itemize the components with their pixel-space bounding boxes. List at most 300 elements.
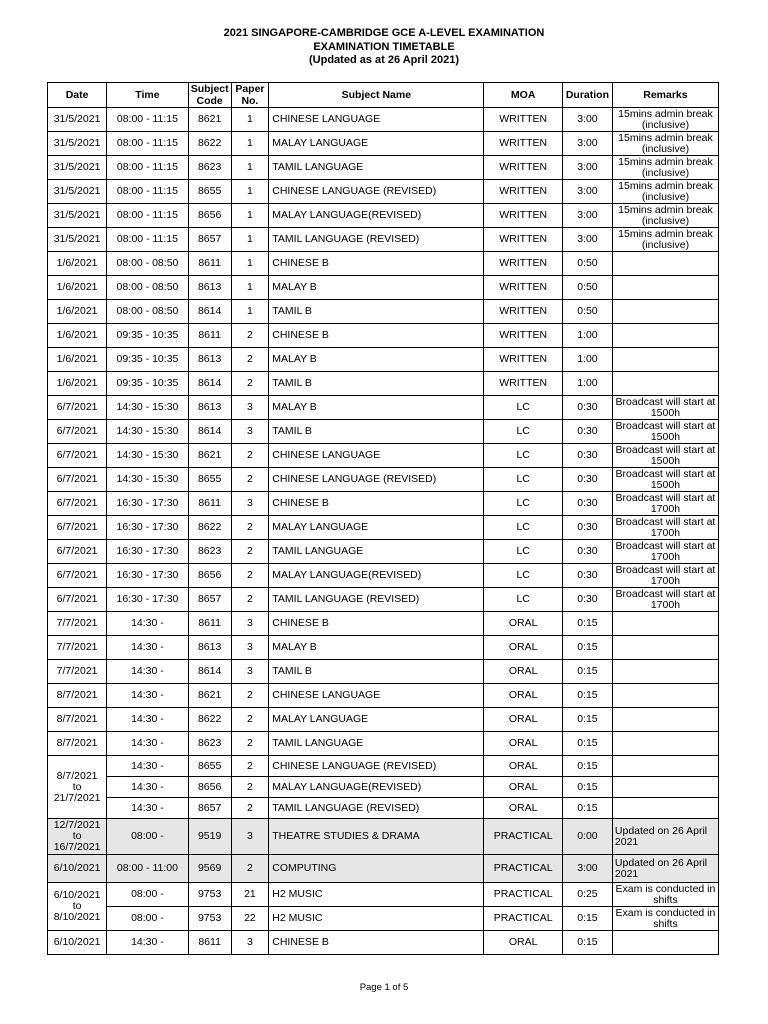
code-cell: 8622 (188, 516, 231, 540)
paper-cell: 3 (231, 660, 269, 684)
paper-cell: 3 (231, 612, 269, 636)
subject-cell: CHINESE B (269, 612, 484, 636)
date-cell: 6/10/2021 (48, 855, 107, 883)
time-cell: 08:00 - 11:15 (107, 228, 189, 252)
code-cell: 8611 (188, 492, 231, 516)
table-row (48, 819, 719, 855)
table-row (48, 108, 719, 132)
subject-cell: TAMIL LANGUAGE (269, 732, 484, 756)
code-cell: 8657 (188, 228, 231, 252)
date-cell: 8/7/2021 to 21/7/2021 (48, 756, 107, 819)
date-cell: 1/6/2021 (48, 324, 107, 348)
col-moa: MOA (484, 83, 563, 108)
code-cell: 9519 (188, 819, 231, 855)
code-cell: 8623 (188, 732, 231, 756)
code-cell: 8621 (188, 684, 231, 708)
moa-cell: LC (484, 516, 563, 540)
duration-cell: 0:00 (562, 819, 612, 855)
moa-cell: ORAL (484, 756, 563, 777)
code-cell: 8613 (188, 348, 231, 372)
remarks-cell (612, 777, 718, 798)
remarks-cell: Broadcast will start at 1500h (612, 396, 718, 420)
time-cell: 14:30 - (107, 636, 189, 660)
paper-cell: 1 (231, 276, 269, 300)
date-cell: 8/7/2021 (48, 684, 107, 708)
remarks-cell (612, 252, 718, 276)
date-cell: 31/5/2021 (48, 132, 107, 156)
table-row (48, 204, 719, 228)
date-cell: 12/7/2021 to 16/7/2021 (48, 819, 107, 855)
timetable-body-special (48, 756, 719, 955)
duration-cell: 0:15 (562, 931, 612, 955)
table-row (48, 372, 719, 396)
time-cell: 08:00 - 11:00 (107, 855, 189, 883)
date-cell: 1/6/2021 (48, 252, 107, 276)
timetable (47, 82, 719, 955)
remarks-cell: Exam is conducted in shifts (612, 907, 718, 931)
subject-cell: TAMIL LANGUAGE (REVISED) (269, 228, 484, 252)
paper-cell: 2 (231, 444, 269, 468)
code-cell: 8611 (188, 324, 231, 348)
paper-cell: 1 (231, 252, 269, 276)
moa-cell: WRITTEN (484, 156, 563, 180)
time-cell: 08:00 - 11:15 (107, 108, 189, 132)
subject-cell: CHINESE B (269, 492, 484, 516)
paper-cell: 3 (231, 492, 269, 516)
moa-cell: WRITTEN (484, 228, 563, 252)
time-cell: 16:30 - 17:30 (107, 516, 189, 540)
date-cell: 6/7/2021 (48, 516, 107, 540)
moa-cell: PRACTICAL (484, 883, 563, 907)
code-cell: 8614 (188, 420, 231, 444)
time-cell: 09:35 - 10:35 (107, 324, 189, 348)
paper-cell: 3 (231, 636, 269, 660)
paper-cell: 1 (231, 156, 269, 180)
date-cell: 7/7/2021 (48, 636, 107, 660)
table-row (48, 708, 719, 732)
subject-cell: TAMIL LANGUAGE (269, 540, 484, 564)
code-cell: 8611 (188, 931, 231, 955)
moa-cell: PRACTICAL (484, 855, 563, 883)
duration-cell: 0:15 (562, 907, 612, 931)
remarks-cell (612, 684, 718, 708)
col-subject-name: Subject Name (269, 83, 484, 108)
table-row (48, 468, 719, 492)
date-cell: 6/7/2021 (48, 396, 107, 420)
code-cell: 8611 (188, 612, 231, 636)
paper-cell: 3 (231, 819, 269, 855)
remarks-cell (612, 300, 718, 324)
moa-cell: ORAL (484, 777, 563, 798)
time-cell: 14:30 - 15:30 (107, 396, 189, 420)
date-cell: 6/7/2021 (48, 420, 107, 444)
moa-cell: WRITTEN (484, 132, 563, 156)
time-cell: 14:30 - 15:30 (107, 468, 189, 492)
duration-cell: 0:30 (562, 396, 612, 420)
time-cell: 14:30 - (107, 756, 189, 777)
table-row (48, 732, 719, 756)
col-subject-code: Subject Code (188, 83, 231, 108)
code-cell: 8623 (188, 540, 231, 564)
moa-cell: WRITTEN (484, 300, 563, 324)
remarks-cell: Broadcast will start at 1700h (612, 516, 718, 540)
time-cell: 14:30 - (107, 732, 189, 756)
code-cell: 8657 (188, 588, 231, 612)
date-cell: 6/7/2021 (48, 468, 107, 492)
subject-cell: TAMIL B (269, 420, 484, 444)
remarks-cell: 15mins admin break (inclusive) (612, 204, 718, 228)
paper-cell: 3 (231, 420, 269, 444)
subject-cell: TAMIL B (269, 372, 484, 396)
date-cell: 7/7/2021 (48, 612, 107, 636)
subject-cell: CHINESE LANGUAGE (REVISED) (269, 468, 484, 492)
code-cell: 8614 (188, 660, 231, 684)
paper-cell: 2 (231, 798, 269, 819)
duration-cell: 0:15 (562, 636, 612, 660)
time-cell: 09:35 - 10:35 (107, 372, 189, 396)
subject-cell: MALAY LANGUAGE(REVISED) (269, 777, 484, 798)
subject-cell: COMPUTING (269, 855, 484, 883)
paper-cell: 21 (231, 883, 269, 907)
remarks-cell (612, 798, 718, 819)
duration-cell: 0:50 (562, 276, 612, 300)
time-cell: 14:30 - (107, 798, 189, 819)
code-cell: 8622 (188, 132, 231, 156)
date-cell: 31/5/2021 (48, 204, 107, 228)
code-cell: 8622 (188, 708, 231, 732)
code-cell: 8656 (188, 204, 231, 228)
time-cell: 16:30 - 17:30 (107, 588, 189, 612)
code-cell: 8621 (188, 444, 231, 468)
duration-cell: 0:50 (562, 252, 612, 276)
duration-cell: 1:00 (562, 324, 612, 348)
time-cell: 08:00 - 11:15 (107, 156, 189, 180)
moa-cell: ORAL (484, 612, 563, 636)
paper-cell: 1 (231, 132, 269, 156)
time-cell: 14:30 - (107, 660, 189, 684)
paper-cell: 2 (231, 732, 269, 756)
remarks-cell: Broadcast will start at 1700h (612, 564, 718, 588)
page-number: Page 1 of 5 (359, 982, 409, 993)
time-cell: 08:00 - 08:50 (107, 300, 189, 324)
table-row (48, 540, 719, 564)
code-cell: 8656 (188, 777, 231, 798)
table-row (48, 444, 719, 468)
subject-cell: MALAY LANGUAGE (269, 708, 484, 732)
time-cell: 14:30 - (107, 931, 189, 955)
moa-cell: LC (484, 444, 563, 468)
subject-cell: MALAY B (269, 348, 484, 372)
remarks-cell (612, 612, 718, 636)
time-cell: 14:30 - 15:30 (107, 444, 189, 468)
paper-cell: 2 (231, 516, 269, 540)
subject-cell: TAMIL B (269, 300, 484, 324)
time-cell: 14:30 - (107, 777, 189, 798)
time-cell: 08:00 - 11:15 (107, 132, 189, 156)
remarks-cell (612, 276, 718, 300)
table-row (48, 132, 719, 156)
remarks-cell: Broadcast will start at 1700h (612, 540, 718, 564)
subject-cell: CHINESE LANGUAGE (269, 684, 484, 708)
time-cell: 16:30 - 17:30 (107, 564, 189, 588)
paper-cell: 3 (231, 396, 269, 420)
moa-cell: LC (484, 396, 563, 420)
code-cell: 8621 (188, 108, 231, 132)
table-row (48, 612, 719, 636)
date-cell: 6/7/2021 (48, 492, 107, 516)
table-row (48, 588, 719, 612)
moa-cell: LC (484, 468, 563, 492)
subject-cell: TAMIL LANGUAGE (REVISED) (269, 588, 484, 612)
table-row (48, 883, 719, 907)
duration-cell: 0:15 (562, 660, 612, 684)
duration-cell: 0:30 (562, 444, 612, 468)
remarks-cell: 15mins admin break (inclusive) (612, 180, 718, 204)
moa-cell: ORAL (484, 732, 563, 756)
code-cell: 9569 (188, 855, 231, 883)
duration-cell: 0:30 (562, 468, 612, 492)
remarks-cell: Updated on 26 April 2021 (612, 855, 718, 883)
date-cell: 1/6/2021 (48, 348, 107, 372)
remarks-cell (612, 348, 718, 372)
moa-cell: ORAL (484, 931, 563, 955)
subject-cell: MALAY B (269, 396, 484, 420)
remarks-cell: Broadcast will start at 1500h (612, 420, 718, 444)
remarks-cell: Exam is conducted in shifts (612, 883, 718, 907)
remarks-cell: Broadcast will start at 1500h (612, 444, 718, 468)
subject-cell: MALAY LANGUAGE (269, 516, 484, 540)
duration-cell: 0:50 (562, 300, 612, 324)
time-cell: 08:00 - 11:15 (107, 180, 189, 204)
time-cell: 08:00 - 11:15 (107, 204, 189, 228)
duration-cell: 1:00 (562, 348, 612, 372)
subject-cell: TAMIL B (269, 660, 484, 684)
time-cell: 16:30 - 17:30 (107, 492, 189, 516)
table-row (48, 180, 719, 204)
moa-cell: WRITTEN (484, 204, 563, 228)
remarks-cell: 15mins admin break (inclusive) (612, 132, 718, 156)
moa-cell: PRACTICAL (484, 907, 563, 931)
moa-cell: WRITTEN (484, 252, 563, 276)
moa-cell: ORAL (484, 636, 563, 660)
paper-cell: 1 (231, 300, 269, 324)
subject-cell: MALAY LANGUAGE(REVISED) (269, 204, 484, 228)
moa-cell: LC (484, 564, 563, 588)
subject-cell: CHINESE LANGUAGE (REVISED) (269, 180, 484, 204)
table-row (48, 396, 719, 420)
table-row (48, 660, 719, 684)
code-cell: 8614 (188, 300, 231, 324)
timetable-body (48, 108, 719, 756)
paper-cell: 1 (231, 204, 269, 228)
paper-cell: 2 (231, 588, 269, 612)
remarks-cell: 15mins admin break (inclusive) (612, 108, 718, 132)
remarks-cell (612, 372, 718, 396)
remarks-cell (612, 732, 718, 756)
table-row (48, 348, 719, 372)
remarks-cell: 15mins admin break (inclusive) (612, 156, 718, 180)
code-cell: 8613 (188, 396, 231, 420)
moa-cell: WRITTEN (484, 108, 563, 132)
date-cell: 6/10/2021 (48, 931, 107, 955)
time-cell: 14:30 - (107, 684, 189, 708)
paper-cell: 2 (231, 684, 269, 708)
table-row (48, 564, 719, 588)
table-row (48, 252, 719, 276)
table-row (48, 931, 719, 955)
remarks-cell (612, 660, 718, 684)
remarks-cell: Broadcast will start at 1500h (612, 468, 718, 492)
code-cell: 9753 (188, 907, 231, 931)
paper-cell: 2 (231, 756, 269, 777)
table-row (48, 777, 719, 798)
duration-cell: 3:00 (562, 132, 612, 156)
table-row (48, 228, 719, 252)
table-row (48, 492, 719, 516)
time-cell: 16:30 - 17:30 (107, 540, 189, 564)
table-row (48, 756, 719, 777)
header-update-note: (Updated as at 26 April 2021) (309, 54, 459, 66)
table-row (48, 420, 719, 444)
moa-cell: PRACTICAL (484, 819, 563, 855)
duration-cell: 0:30 (562, 540, 612, 564)
moa-cell: WRITTEN (484, 180, 563, 204)
paper-cell: 1 (231, 108, 269, 132)
paper-cell: 2 (231, 372, 269, 396)
subject-cell: TAMIL LANGUAGE (269, 156, 484, 180)
date-cell: 6/7/2021 (48, 444, 107, 468)
duration-cell: 3:00 (562, 228, 612, 252)
moa-cell: WRITTEN (484, 276, 563, 300)
table-row (48, 516, 719, 540)
duration-cell: 3:00 (562, 180, 612, 204)
duration-cell: 0:30 (562, 492, 612, 516)
code-cell: 8613 (188, 276, 231, 300)
remarks-cell (612, 708, 718, 732)
table-header-row (48, 83, 719, 108)
duration-cell: 0:15 (562, 777, 612, 798)
time-cell: 08:00 - 08:50 (107, 276, 189, 300)
code-cell: 8655 (188, 756, 231, 777)
paper-cell: 22 (231, 907, 269, 931)
moa-cell: LC (484, 492, 563, 516)
date-cell: 6/10/2021 to 8/10/2021 (48, 883, 107, 931)
code-cell: 8655 (188, 468, 231, 492)
paper-cell: 2 (231, 564, 269, 588)
paper-cell: 2 (231, 855, 269, 883)
duration-cell: 1:00 (562, 372, 612, 396)
code-cell: 8623 (188, 156, 231, 180)
subject-cell: CHINESE LANGUAGE (269, 108, 484, 132)
duration-cell: 0:15 (562, 612, 612, 636)
moa-cell: ORAL (484, 684, 563, 708)
date-cell: 31/5/2021 (48, 228, 107, 252)
table-row (48, 855, 719, 883)
remarks-cell (612, 931, 718, 955)
moa-cell: WRITTEN (484, 348, 563, 372)
moa-cell: LC (484, 420, 563, 444)
table-row (48, 276, 719, 300)
date-cell: 1/6/2021 (48, 276, 107, 300)
duration-cell: 3:00 (562, 204, 612, 228)
code-cell: 8611 (188, 252, 231, 276)
duration-cell: 0:30 (562, 588, 612, 612)
date-cell: 31/5/2021 (48, 156, 107, 180)
paper-cell: 1 (231, 180, 269, 204)
date-cell: 6/7/2021 (48, 564, 107, 588)
code-cell: 9753 (188, 883, 231, 907)
paper-cell: 2 (231, 540, 269, 564)
date-cell: 1/6/2021 (48, 372, 107, 396)
remarks-cell: Broadcast will start at 1700h (612, 588, 718, 612)
duration-cell: 0:25 (562, 883, 612, 907)
remarks-cell: Broadcast will start at 1700h (612, 492, 718, 516)
time-cell: 14:30 - (107, 708, 189, 732)
subject-cell: MALAY LANGUAGE (269, 132, 484, 156)
duration-cell: 0:15 (562, 756, 612, 777)
subject-cell: MALAY B (269, 636, 484, 660)
code-cell: 8656 (188, 564, 231, 588)
remarks-cell (612, 636, 718, 660)
moa-cell: WRITTEN (484, 372, 563, 396)
code-cell: 8613 (188, 636, 231, 660)
subject-cell: CHINESE B (269, 931, 484, 955)
document-header (0, 27, 768, 68)
duration-cell: 0:15 (562, 798, 612, 819)
subject-cell: MALAY LANGUAGE(REVISED) (269, 564, 484, 588)
paper-cell: 2 (231, 468, 269, 492)
table-row (48, 156, 719, 180)
date-cell: 8/7/2021 (48, 732, 107, 756)
paper-cell: 1 (231, 228, 269, 252)
code-cell: 8614 (188, 372, 231, 396)
paper-cell: 2 (231, 348, 269, 372)
date-cell: 6/7/2021 (48, 540, 107, 564)
moa-cell: LC (484, 588, 563, 612)
date-cell: 8/7/2021 (48, 708, 107, 732)
time-cell: 08:00 - 08:50 (107, 252, 189, 276)
subject-cell: H2 MUSIC (269, 883, 484, 907)
duration-cell: 0:15 (562, 684, 612, 708)
remarks-cell: Updated on 26 April 2021 (612, 819, 718, 855)
table-row (48, 907, 719, 931)
paper-cell: 2 (231, 324, 269, 348)
header-title: 2021 SINGAPORE-CAMBRIDGE GCE A-LEVEL EXAMINATION (223, 27, 545, 39)
duration-cell: 0:15 (562, 732, 612, 756)
table-row (48, 684, 719, 708)
subject-cell: CHINESE LANGUAGE (269, 444, 484, 468)
subject-cell: THEATRE STUDIES & DRAMA (269, 819, 484, 855)
duration-cell: 0:15 (562, 708, 612, 732)
remarks-cell (612, 324, 718, 348)
time-cell: 08:00 - (107, 883, 189, 907)
subject-cell: MALAY B (269, 276, 484, 300)
col-duration: Duration (562, 83, 612, 108)
col-paper-no: Paper No. (231, 83, 269, 108)
col-remarks: Remarks (612, 83, 718, 108)
col-date: Date (48, 83, 107, 108)
time-cell: 14:30 - (107, 612, 189, 636)
paper-cell: 2 (231, 777, 269, 798)
subject-cell: TAMIL LANGUAGE (REVISED) (269, 798, 484, 819)
moa-cell: WRITTEN (484, 324, 563, 348)
paper-cell: 3 (231, 931, 269, 955)
duration-cell: 0:30 (562, 516, 612, 540)
date-cell: 6/7/2021 (48, 588, 107, 612)
table-row (48, 300, 719, 324)
date-cell: 7/7/2021 (48, 660, 107, 684)
moa-cell: LC (484, 540, 563, 564)
